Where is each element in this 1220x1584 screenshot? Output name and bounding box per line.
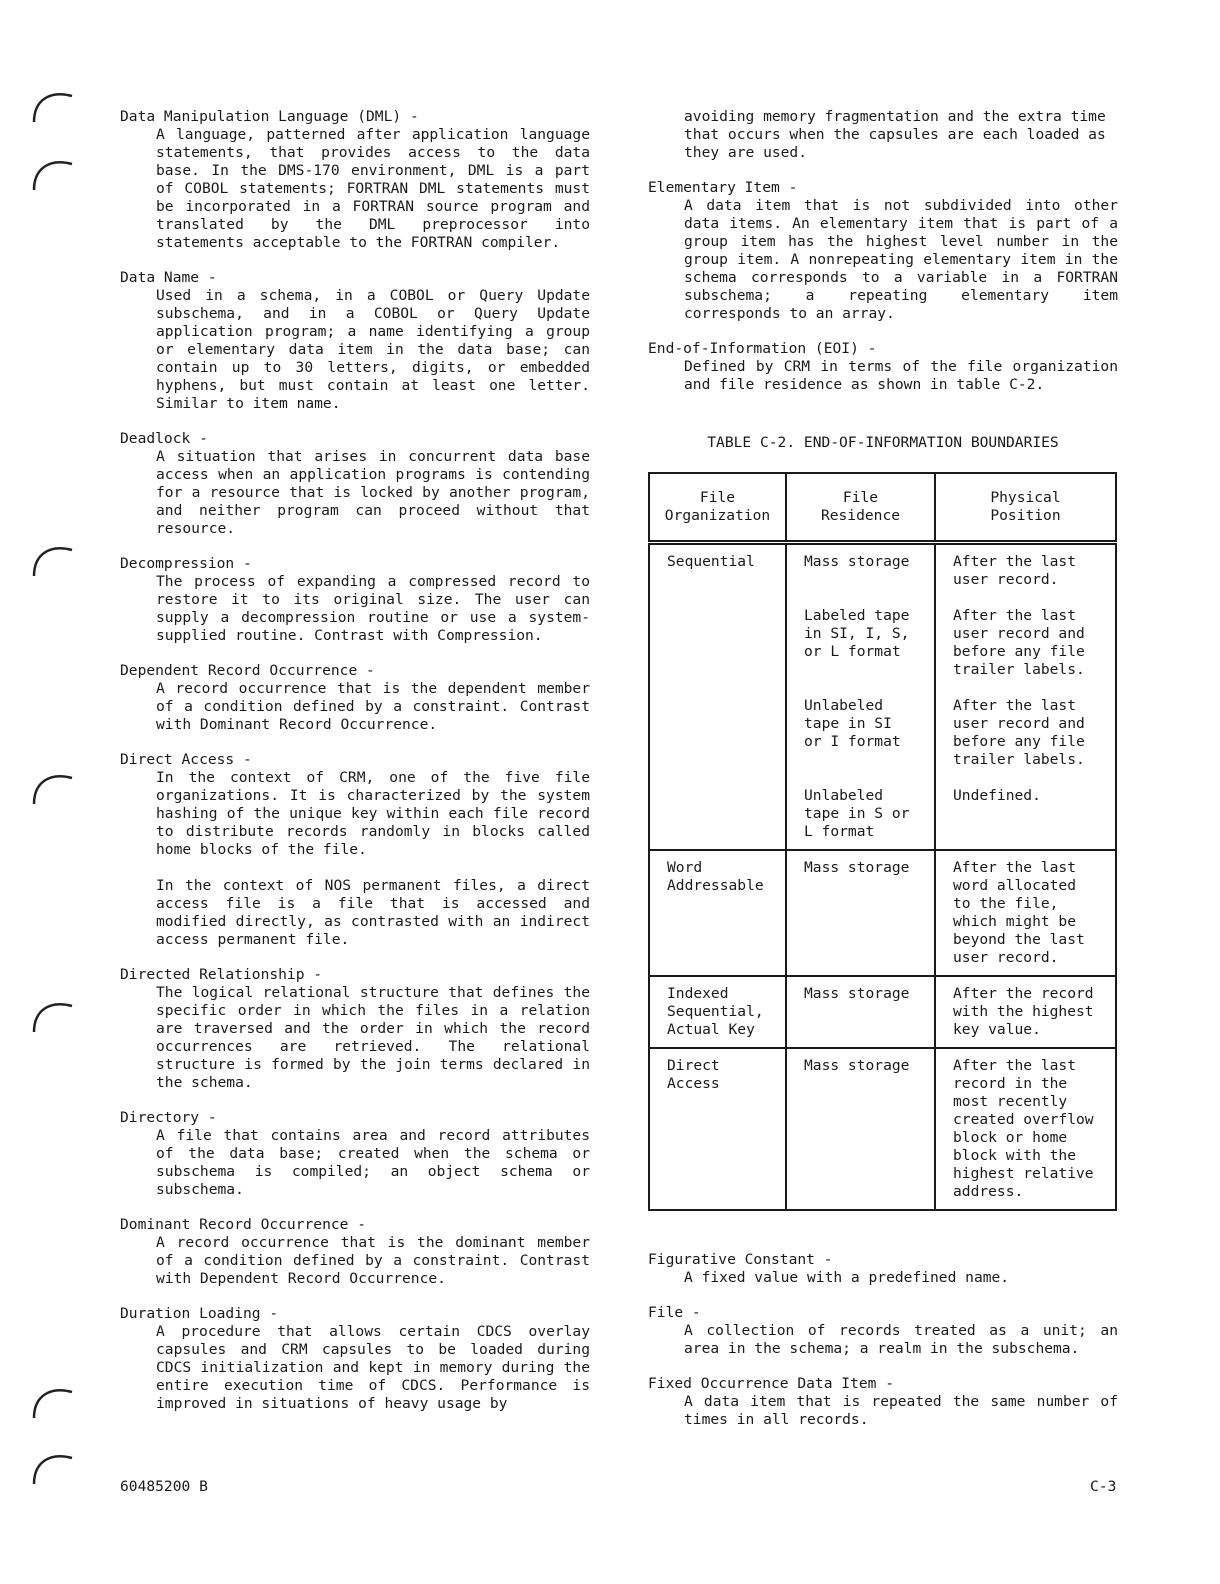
glossary-definition	[684, 1393, 1118, 1429]
glossary-entry	[120, 751, 590, 949]
cell-physical-position	[935, 543, 1116, 851]
definition-paragraph: In the context of NOS permanent files, a direct access file is a file that is accessed and modified directly, as contrasted with an indirect access permanent file.	[156, 877, 590, 948]
glossary-entry	[120, 662, 590, 734]
definition-paragraph: A data item that is repeated the same number of times in all records.	[684, 1393, 1118, 1428]
cell-file-organization	[649, 850, 786, 976]
glossary-term: Dependent Record Occurrence -	[120, 662, 375, 679]
binder-hole-mark	[30, 154, 76, 194]
glossary-entry	[120, 966, 590, 1092]
definition-paragraph: A file that contains area and record attributes of the data base; created when the schema or subschema is compiled; an object schema or subschema.	[156, 1127, 590, 1198]
definition-paragraph: A data item that is not subdivided into other data items. An elementary item that is part of a group item has the highest level number in the group item. A nonrepeating elementary item in the schema corresponds to a variable in a FORTRAN subschema; a repeating elementary item corresponds to an array.	[684, 197, 1118, 322]
glossary-definition	[156, 1234, 590, 1288]
glossary-definition	[156, 769, 590, 949]
glossary-entry	[120, 1216, 590, 1288]
table-row	[649, 976, 1116, 1048]
definition-paragraph: A record occurrence that is the dominant member of a condition defined by a constraint. Contrast with Dependent Record Occurrence.	[156, 1234, 590, 1287]
organization-text: Sequential	[667, 553, 755, 570]
eoi-boundaries-table	[648, 472, 1117, 1211]
binder-hole-mark	[30, 86, 76, 126]
position-text: Undefined.	[953, 787, 1041, 804]
residence-text: Mass storage	[804, 859, 910, 876]
glossary-entry	[120, 1109, 590, 1199]
definition-paragraph: Defined by CRM in terms of the file organization and file residence as shown in table C-2.	[684, 358, 1118, 393]
page-number: C-3	[1090, 1478, 1117, 1495]
glossary-term: Fixed Occurrence Data Item -	[648, 1375, 895, 1392]
definition-paragraph: A procedure that allows certain CDCS overlay capsules and CRM capsules to be loaded during CDCS initialization and kept in memory during the entire execution time of CDCS. Performance is improved in situations of heavy usage by	[156, 1323, 590, 1412]
glossary-definition	[156, 287, 590, 413]
cell-file-organization	[649, 976, 786, 1048]
glossary-entry	[648, 1251, 1118, 1287]
glossary-term: Deadlock -	[120, 430, 208, 447]
glossary-definition	[684, 1269, 1118, 1287]
definition-paragraph: The logical relational structure that defines the specific order in which the files in a relation are traversed and the order in which the record occurrences are retrieved. The relational structure is formed by the join terms declared in the schema.	[156, 984, 590, 1091]
header-file-residence: File Residence	[786, 473, 935, 543]
glossary-term: Direct Access -	[120, 751, 252, 768]
right-column	[648, 108, 1118, 411]
position-text: After the last user record and before any file trailer labels.	[953, 607, 1085, 678]
residence-text: Unlabeled tape in S or L format	[804, 787, 910, 840]
cell-physical-position	[935, 1048, 1116, 1210]
binder-hole-mark	[30, 540, 76, 580]
residence-text: Mass storage	[804, 985, 910, 1002]
table-row	[649, 543, 1116, 851]
table-row	[649, 850, 1116, 976]
cell-file-residence	[786, 543, 935, 851]
cell-file-residence	[786, 976, 935, 1048]
glossary-term: File -	[648, 1304, 701, 1321]
cell-file-organization	[649, 543, 786, 851]
glossary-entry	[648, 1375, 1118, 1429]
glossary-definition	[156, 984, 590, 1092]
glossary-term: Data Name -	[120, 269, 217, 286]
continued-definition: avoiding memory fragmentation and the extra time that occurs when the capsules are each loaded as they are used.	[684, 108, 1106, 161]
glossary-entry	[120, 269, 590, 413]
cell-file-residence	[786, 850, 935, 976]
glossary-term: Figurative Constant -	[648, 1251, 833, 1268]
definition-paragraph: A record occurrence that is the dependent member of a condition defined by a constraint. Contrast with Dominant Record Occurrence.	[156, 680, 590, 733]
glossary-definition	[684, 1322, 1118, 1358]
document-number: 60485200 B	[120, 1478, 208, 1495]
glossary-entry	[648, 340, 1118, 394]
residence-text: Unlabeled tape in SI or I format	[804, 697, 901, 750]
table-title: TABLE C-2. END-OF-INFORMATION BOUNDARIES	[707, 434, 1059, 451]
binder-hole-mark	[30, 1382, 76, 1422]
residence-text: Labeled tape in SI, I, S, or L format	[804, 607, 910, 660]
cell-physical-position	[935, 850, 1116, 976]
organization-text: Word Addressable	[667, 859, 764, 894]
residence-text: Mass storage	[804, 1057, 910, 1074]
glossary-term: End-of-Information (EOI) -	[648, 340, 877, 357]
position-text: After the record with the highest key value.	[953, 985, 1094, 1038]
cell-file-residence	[786, 1048, 935, 1210]
position-text: After the last word allocated to the file, which might be beyond the last user record.	[953, 859, 1085, 966]
organization-text: Direct Access	[667, 1057, 720, 1092]
binder-hole-mark	[30, 768, 76, 808]
glossary-term: Directed Relationship -	[120, 966, 323, 983]
glossary-list	[648, 179, 1118, 394]
glossary-definition	[156, 573, 590, 645]
glossary-entry	[648, 1304, 1118, 1358]
definition-paragraph: The process of expanding a compressed record to restore it to its original size. The user can supply a decompression routine or use a system-supplied routine. Contrast with Compression.	[156, 573, 590, 644]
organization-text: Indexed Sequential, Actual Key	[667, 985, 764, 1038]
glossary-definition	[156, 1127, 590, 1199]
glossary-entry	[120, 555, 590, 645]
definition-paragraph: A fixed value with a predefined name.	[684, 1269, 1010, 1286]
left-column	[120, 108, 590, 1430]
glossary-definition	[156, 448, 590, 538]
glossary-list-continued	[648, 1251, 1118, 1446]
definition-paragraph: Used in a schema, in a COBOL or Query Update subschema, and in a COBOL or Query Update application program; a name identifying a group or elementary data item in the data base; can contain up to 30 letters, digits, or embedded hyphens, but must contain at least one letter. Similar to item name.	[156, 287, 590, 412]
position-text: After the last user record and before any file trailer labels.	[953, 697, 1085, 768]
position-text: After the last record in the most recently created overflow block or home block with the highest relative address.	[953, 1057, 1094, 1200]
definition-paragraph: A language, patterned after application language statements, that provides access to the data base. In the DMS-170 environment, DML is a part of COBOL statements; FORTRAN DML statements must be incorporated in a FORTRAN source program and translated by the DML preprocessor into statements acceptable to the FORTRAN compiler.	[156, 126, 590, 251]
header-physical-position: Physical Position	[935, 473, 1116, 543]
glossary-entry	[120, 1305, 590, 1413]
glossary-term: Decompression -	[120, 555, 252, 572]
definition-paragraph: In the context of CRM, one of the five file organizations. It is characterized by the system hashing of the unique key within each file record to distribute records randomly in blocks called home blocks of the file.	[156, 769, 590, 858]
definition-paragraph: A collection of records treated as a unit; an area in the schema; a realm in the subschema.	[684, 1322, 1118, 1357]
table-row	[649, 1048, 1116, 1210]
glossary-term: Directory -	[120, 1109, 217, 1126]
binder-hole-mark	[30, 996, 76, 1036]
binder-hole-mark	[30, 1448, 76, 1488]
glossary-definition	[684, 197, 1118, 323]
position-text: After the last user record.	[953, 553, 1077, 588]
glossary-term: Duration Loading -	[120, 1305, 279, 1322]
glossary-definition	[156, 1323, 590, 1413]
glossary-term: Dominant Record Occurrence -	[120, 1216, 367, 1233]
glossary-entry	[648, 179, 1118, 323]
cell-file-organization	[649, 1048, 786, 1210]
residence-text: Mass storage	[804, 553, 910, 570]
cell-physical-position	[935, 976, 1116, 1048]
glossary-entry	[120, 108, 590, 252]
glossary-term: Elementary Item -	[648, 179, 798, 196]
table-header-row	[649, 473, 1116, 543]
header-file-organization: File Organization	[649, 473, 786, 543]
glossary-definition	[156, 680, 590, 734]
definition-paragraph: A situation that arises in concurrent data base access when an application programs is contending for a resource that is locked by another program, and neither program can proceed without that resource.	[156, 448, 590, 537]
glossary-definition	[684, 358, 1118, 394]
glossary-definition	[156, 126, 590, 252]
glossary-entry	[120, 430, 590, 538]
glossary-term: Data Manipulation Language (DML) -	[120, 108, 419, 125]
